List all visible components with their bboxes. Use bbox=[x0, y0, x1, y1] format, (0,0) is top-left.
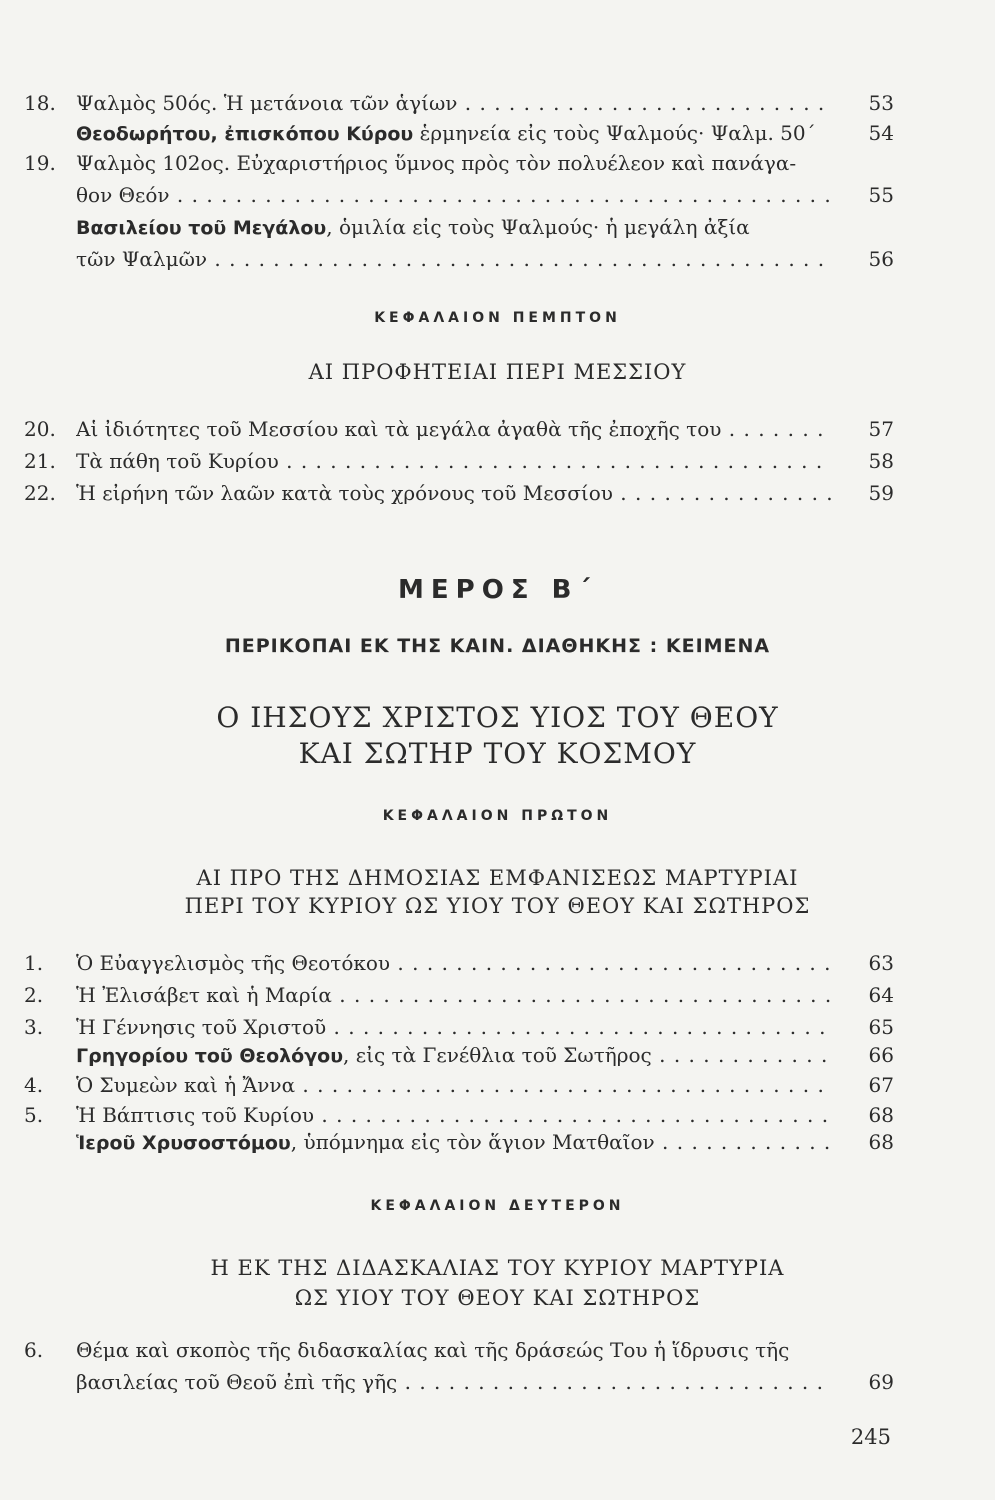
entry-number: 6. bbox=[24, 1338, 44, 1362]
author-name: Θεοδωρήτου, ἐπισκόπου Κύρου bbox=[76, 123, 414, 145]
entry-number: 3. bbox=[24, 1015, 44, 1039]
entry-number: 19. bbox=[24, 151, 56, 175]
entry-number: 4. bbox=[24, 1073, 44, 1097]
toc-entry bbox=[24, 148, 894, 212]
entry-page: 54 bbox=[868, 121, 894, 145]
entry-page: 64 bbox=[868, 983, 894, 1007]
entry-title: Βασιλείου τοῦ Μεγάλου, ὁμιλία εἰς τοὺς Ψαλμούς· ἡ μεγάλη ἀξία bbox=[76, 215, 750, 239]
entry-number: 2. bbox=[24, 983, 44, 1007]
part-subtitle: ΠΕΡΙΚΟΠΑΙ ΕΚ ΤΗΣ ΚΑΙΝ. ΔΙΑΘΗΚΗΣ : ΚΕΙΜΕΝΑ bbox=[224, 635, 771, 657]
author-name: Γρηγορίου τοῦ Θεολόγου bbox=[76, 1045, 344, 1067]
entry-page: 68 bbox=[868, 1103, 894, 1127]
entry-title: Θεοδωρήτου, ἐπισκόπου Κύρου ἑρμηνεία εἰς τοὺς Ψαλμούς· Ψαλμ. 50΄ bbox=[76, 121, 816, 145]
entry-page: 59 bbox=[868, 481, 894, 505]
entry-number: 1. bbox=[24, 951, 44, 975]
entry-number: 22. bbox=[24, 481, 56, 505]
entry-page: 67 bbox=[868, 1073, 894, 1097]
entry-title: Ὁ Εὐαγγελισμὸς τῆς Θεοτόκου . . . bbox=[76, 948, 832, 978]
entry-title-cont: θον Θεόν . . . bbox=[76, 180, 832, 210]
author-name: Ἱεροῦ Χρυσοστόμου bbox=[76, 1132, 291, 1154]
page-number: 245 bbox=[850, 1425, 891, 1449]
entry-title: Ἱεροῦ Χρυσοστόμου, ὑπόμνημα εἰς τὸν ἅγιον Ματθαῖον . . . bbox=[76, 1127, 832, 1158]
entry-title: Ἡ Γέννησις τοῦ Χριστοῦ . . . bbox=[76, 1012, 832, 1042]
entry-title: Τὰ πάθη τοῦ Κυρίου . . . bbox=[76, 446, 832, 476]
entry-title: Ψαλμὸς 50ός. Ἡ μετάνοια τῶν ἁγίων . . . bbox=[76, 88, 832, 118]
entry-title-cont: βασιλείας τοῦ Θεοῦ ἐπὶ τῆς γῆς . . . bbox=[76, 1367, 832, 1397]
entry-page: 53 bbox=[868, 91, 894, 115]
entry-page: 68 bbox=[868, 1130, 894, 1154]
toc-entry bbox=[24, 1335, 894, 1399]
entry-page: 57 bbox=[868, 417, 894, 441]
entry-page: 58 bbox=[868, 449, 894, 473]
entry-page: 65 bbox=[868, 1015, 894, 1039]
entry-title: Ἡ εἰρήνη τῶν λαῶν κατὰ τοὺς χρόνους τοῦ Μεσσίου . . . bbox=[76, 478, 832, 508]
chapter-title-line2: ΠΕΡΙ ΤΟΥ ΚΥΡΙΟΥ ΩΣ ΥΙΟΥ ΤΟΥ ΘΕΟΥ ΚΑΙ ΣΩΤΗΡΟΣ bbox=[184, 894, 811, 918]
entry-number: 5. bbox=[24, 1103, 44, 1127]
entry-page: 69 bbox=[868, 1370, 894, 1394]
entry-number: 21. bbox=[24, 449, 56, 473]
chapter-label: ΚΕΦΑΛΑΙΟΝ ΠΡΩΤΟΝ bbox=[382, 808, 613, 824]
part-heading-line1: Ο ΙΗΣΟΥΣ ΧΡΙΣΤΟΣ ΥΙΟΣ ΤΟΥ ΘΕΟΥ bbox=[216, 701, 779, 734]
entry-number: 18. bbox=[24, 91, 56, 115]
chapter-label: ΚΕΦΑΛΑΙΟΝ ΔΕΥΤΕΡΟΝ bbox=[370, 1198, 625, 1214]
entry-page: 56 bbox=[868, 247, 894, 271]
chapter-title-line1: ΑΙ ΠΡΟ ΤΗΣ ΔΗΜΟΣΙΑΣ ΕΜΦΑΝΙΣΕΩΣ ΜΑΡΤΥΡΙΑΙ bbox=[196, 866, 799, 890]
entry-title: Γρηγορίου τοῦ Θεολόγου, εἰς τὰ Γενέθλια τοῦ Σωτῆρος . . . bbox=[76, 1040, 832, 1071]
entry-number: 20. bbox=[24, 417, 56, 441]
toc-entry bbox=[24, 212, 894, 276]
entry-title: Αἱ ἰδιότητες τοῦ Μεσσίου καὶ τὰ μεγάλα ἀγαθὰ τῆς ἐποχῆς του . . . bbox=[76, 414, 832, 444]
chapter-title: ΑΙ ΠΡΟΦΗΤΕΙΑΙ ΠΕΡΙ ΜΕΣΣΙΟΥ bbox=[308, 360, 687, 384]
part-title: ΜΕΡΟΣ Β΄ bbox=[398, 575, 597, 605]
entry-title-cont: τῶν Ψαλμῶν . . . bbox=[76, 244, 832, 274]
entry-page: 63 bbox=[868, 951, 894, 975]
part-heading-line2: ΚΑΙ ΣΩΤΗΡ ΤΟΥ ΚΟΣΜΟΥ bbox=[298, 737, 697, 770]
entry-title: Θέμα καὶ σκοπὸς τῆς διδασκαλίας καὶ τῆς δράσεώς Του ἡ ἵδρυσις τῆς bbox=[76, 1338, 790, 1362]
entry-title: Ἡ Βάπτισις τοῦ Κυρίου . . . bbox=[76, 1100, 832, 1130]
entry-title: Ψαλμὸς 102ος. Εὐχαριστήριος ὕμνος πρὸς τὸν πολυέλεον καὶ πανάγα- bbox=[76, 151, 797, 175]
entry-title: Ἡ Ἐλισάβετ καὶ ἡ Μαρία . . . bbox=[76, 980, 832, 1010]
chapter-title-line2: ΩΣ ΥΙΟΥ ΤΟΥ ΘΕΟΥ ΚΑΙ ΣΩΤΗΡΟΣ bbox=[294, 1286, 701, 1310]
entry-page: 66 bbox=[868, 1043, 894, 1067]
chapter-title-line1: Η ΕΚ ΤΗΣ ΔΙΔΑΣΚΑΛΙΑΣ ΤΟΥ ΚΥΡΙΟΥ ΜΑΡΤΥΡΙΑ bbox=[210, 1256, 785, 1280]
entry-page: 55 bbox=[868, 183, 894, 207]
author-name: Βασιλείου τοῦ Μεγάλου bbox=[76, 217, 327, 239]
entry-title: Ὁ Συμεὼν καὶ ἡ Ἄννα . . . bbox=[76, 1070, 832, 1100]
chapter-label: ΚΕΦΑΛΑΙΟΝ ΠΕΜΠΤΟΝ bbox=[374, 310, 621, 326]
